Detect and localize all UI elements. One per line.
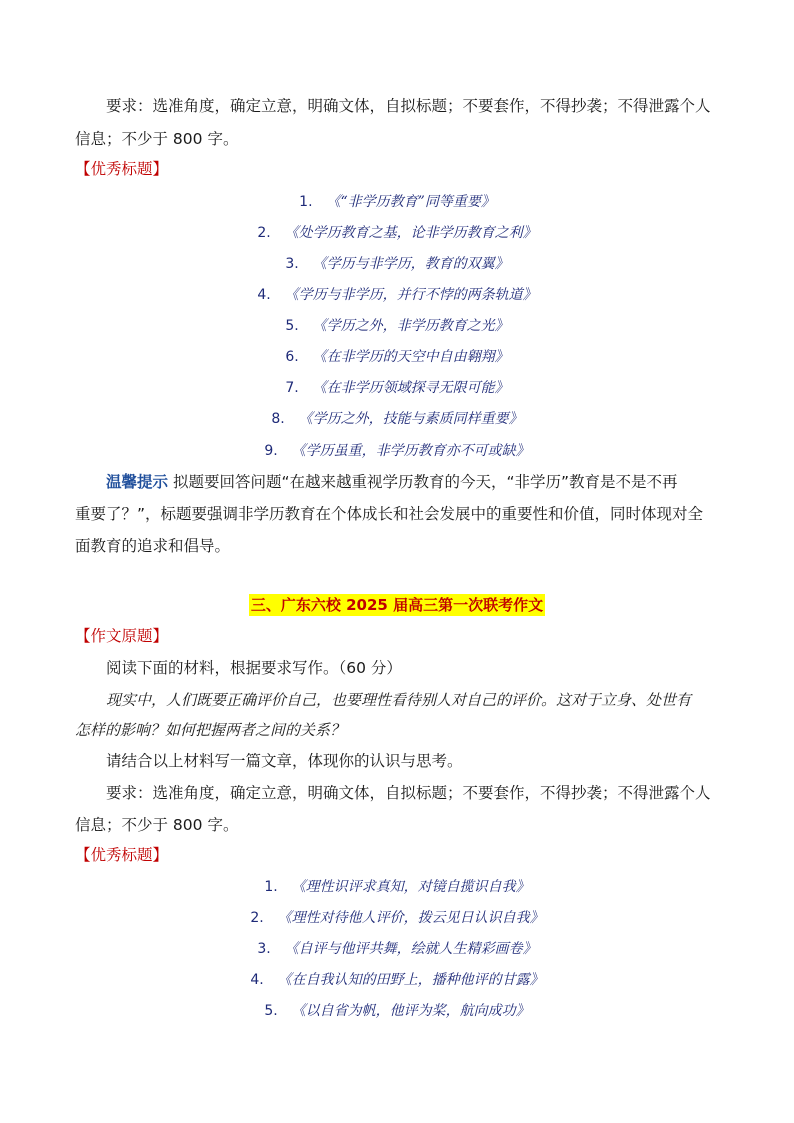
instruction-line: 请结合以上材料写一篇文章，体现你的认识与思考。 bbox=[106, 752, 463, 770]
prompt-intro: 阅读下面的材料，根据要求写作。（60 分） bbox=[106, 659, 402, 677]
title-item: 5. 《以自省为帆，他评为桨，航向成功》 bbox=[264, 1003, 530, 1019]
requirement-line-1: 要求：选准角度，确定立意，明确文体，自拟标题；不要套作，不得抄袭；不得泄露个人 bbox=[106, 97, 711, 115]
title-item: 5. 《学历之外，非学历教育之光》 bbox=[285, 318, 509, 334]
prompt-heading: 【作文原题】 bbox=[75, 627, 169, 645]
title-item: 2. 《处学历教育之基，论非学历教育之利》 bbox=[257, 225, 537, 241]
title-item: 4. 《在自我认知的田野上，播种他评的甘露》 bbox=[250, 972, 544, 988]
title-item: 6. 《在非学历的天空中自由翱翔》 bbox=[285, 349, 509, 365]
title-item: 3. 《学历与非学历，教育的双翼》 bbox=[285, 256, 509, 272]
requirement-line-2b: 信息；不少于 800 字。 bbox=[75, 816, 239, 834]
title-item: 4. 《学历与非学历，并行不悖的两条轨道》 bbox=[257, 287, 537, 303]
section-title: 三、广东六校 2025 届高三第一次联考作文 bbox=[250, 596, 544, 614]
requirement-line-2: 信息；不少于 800 字。 bbox=[75, 130, 239, 148]
material-line-2: 怎样的影响？如何把握两者之间的关系？ bbox=[75, 721, 346, 739]
tip-line-2: 重要了？”，标题要强调非学历教育在个体成长和社会发展中的重要性和价值，同时体现对全 bbox=[75, 505, 704, 523]
tip-line-3: 面教育的追求和倡导。 bbox=[75, 537, 231, 555]
title-item: 3. 《自评与他评共舞，绘就人生精彩画卷》 bbox=[257, 941, 537, 957]
material-line-1: 现实中，人们既要正确评价自己，也要理性看待别人对自己的评价。这对于立身、处世有 bbox=[106, 691, 692, 709]
excellent-titles-heading-2: 【优秀标题】 bbox=[75, 846, 169, 864]
excellent-titles-heading: 【优秀标题】 bbox=[75, 160, 169, 178]
tip-line-1: 温馨提示 拟题要回答问题“在越来越重视学历教育的今天，“非学历”教育是不是不再 bbox=[106, 473, 678, 491]
title-item: 9. 《学历虽重，非学历教育亦不可或缺》 bbox=[264, 443, 530, 459]
title-item: 1. 《理性识评求真知，对镜自揽识自我》 bbox=[264, 879, 530, 895]
title-item: 8. 《学历之外，技能与素质同样重要》 bbox=[271, 411, 523, 427]
tip-label: 温馨提示 bbox=[106, 473, 169, 491]
requirement-line-1b: 要求：选准角度，确定立意，明确文体，自拟标题；不要套作，不得抄袭；不得泄露个人 bbox=[106, 784, 711, 802]
title-item: 1. 《“非学历教育”同等重要》 bbox=[299, 194, 495, 210]
title-item: 2. 《理性对待他人评价，拨云见日认识自我》 bbox=[250, 910, 544, 926]
title-item: 7. 《在非学历领域探寻无限可能》 bbox=[285, 380, 509, 396]
